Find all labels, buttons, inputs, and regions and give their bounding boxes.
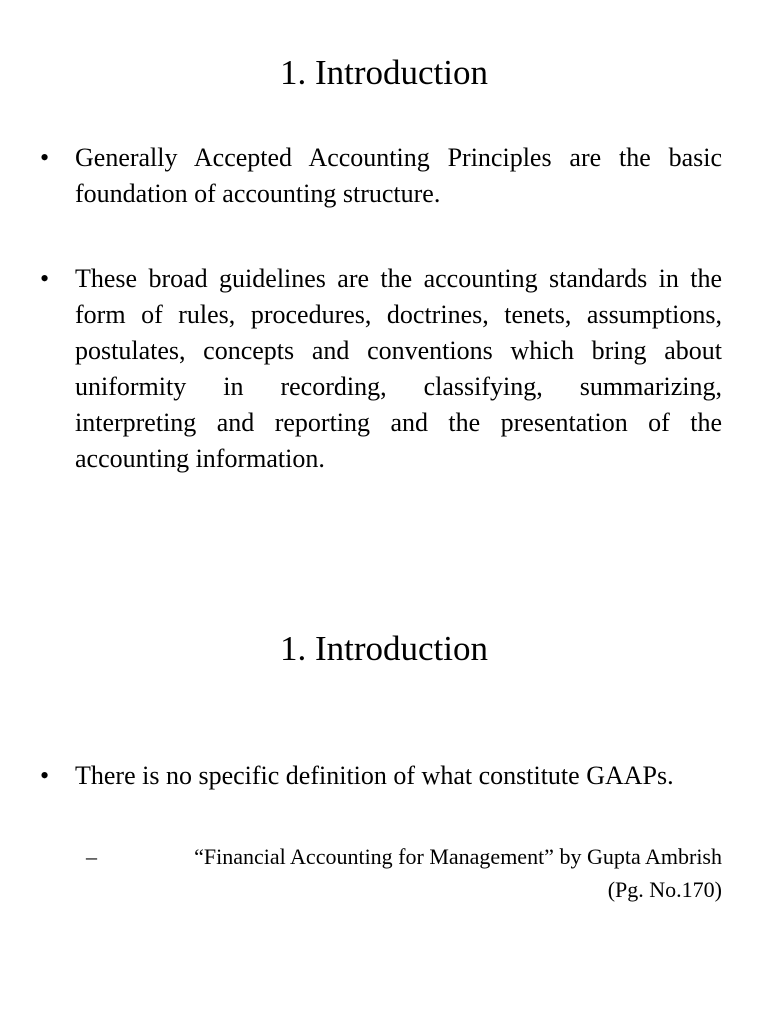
bullet-item: [40, 140, 722, 212]
bullet-text: There is no specific definition of what constitute GAAPs.: [75, 761, 674, 790]
slide-1-title: 1. Introduction: [279, 53, 489, 92]
bullet-dot-icon: •: [40, 264, 50, 293]
bullet-dot-icon: •: [40, 761, 50, 790]
slide-2: [0, 576, 768, 1024]
bullet-item: [40, 758, 722, 794]
reference-citation: [86, 840, 722, 906]
reference-page: (Pg. No.170): [607, 877, 722, 902]
bullet-text: Generally Accepted Accounting Principles are the basic foundation of accounting structure.: [75, 143, 722, 208]
dash-icon: –: [86, 844, 97, 869]
bullet-text: These broad guidelines are the accounting standards in the form of rules, procedures, doctrines, tenets, assumptions, postulates, concepts and conventions which bring about uniformity in recording, classifying, summarizing, interpreting and reporting and the presentation of the accounting information.: [75, 264, 722, 473]
bullet-dot-icon: •: [40, 143, 50, 172]
slide-2-title: 1. Introduction: [279, 629, 489, 668]
reference-source: “Financial Accounting for Management” by Gupta Ambrish: [194, 844, 722, 869]
bullet-item: [40, 261, 722, 477]
